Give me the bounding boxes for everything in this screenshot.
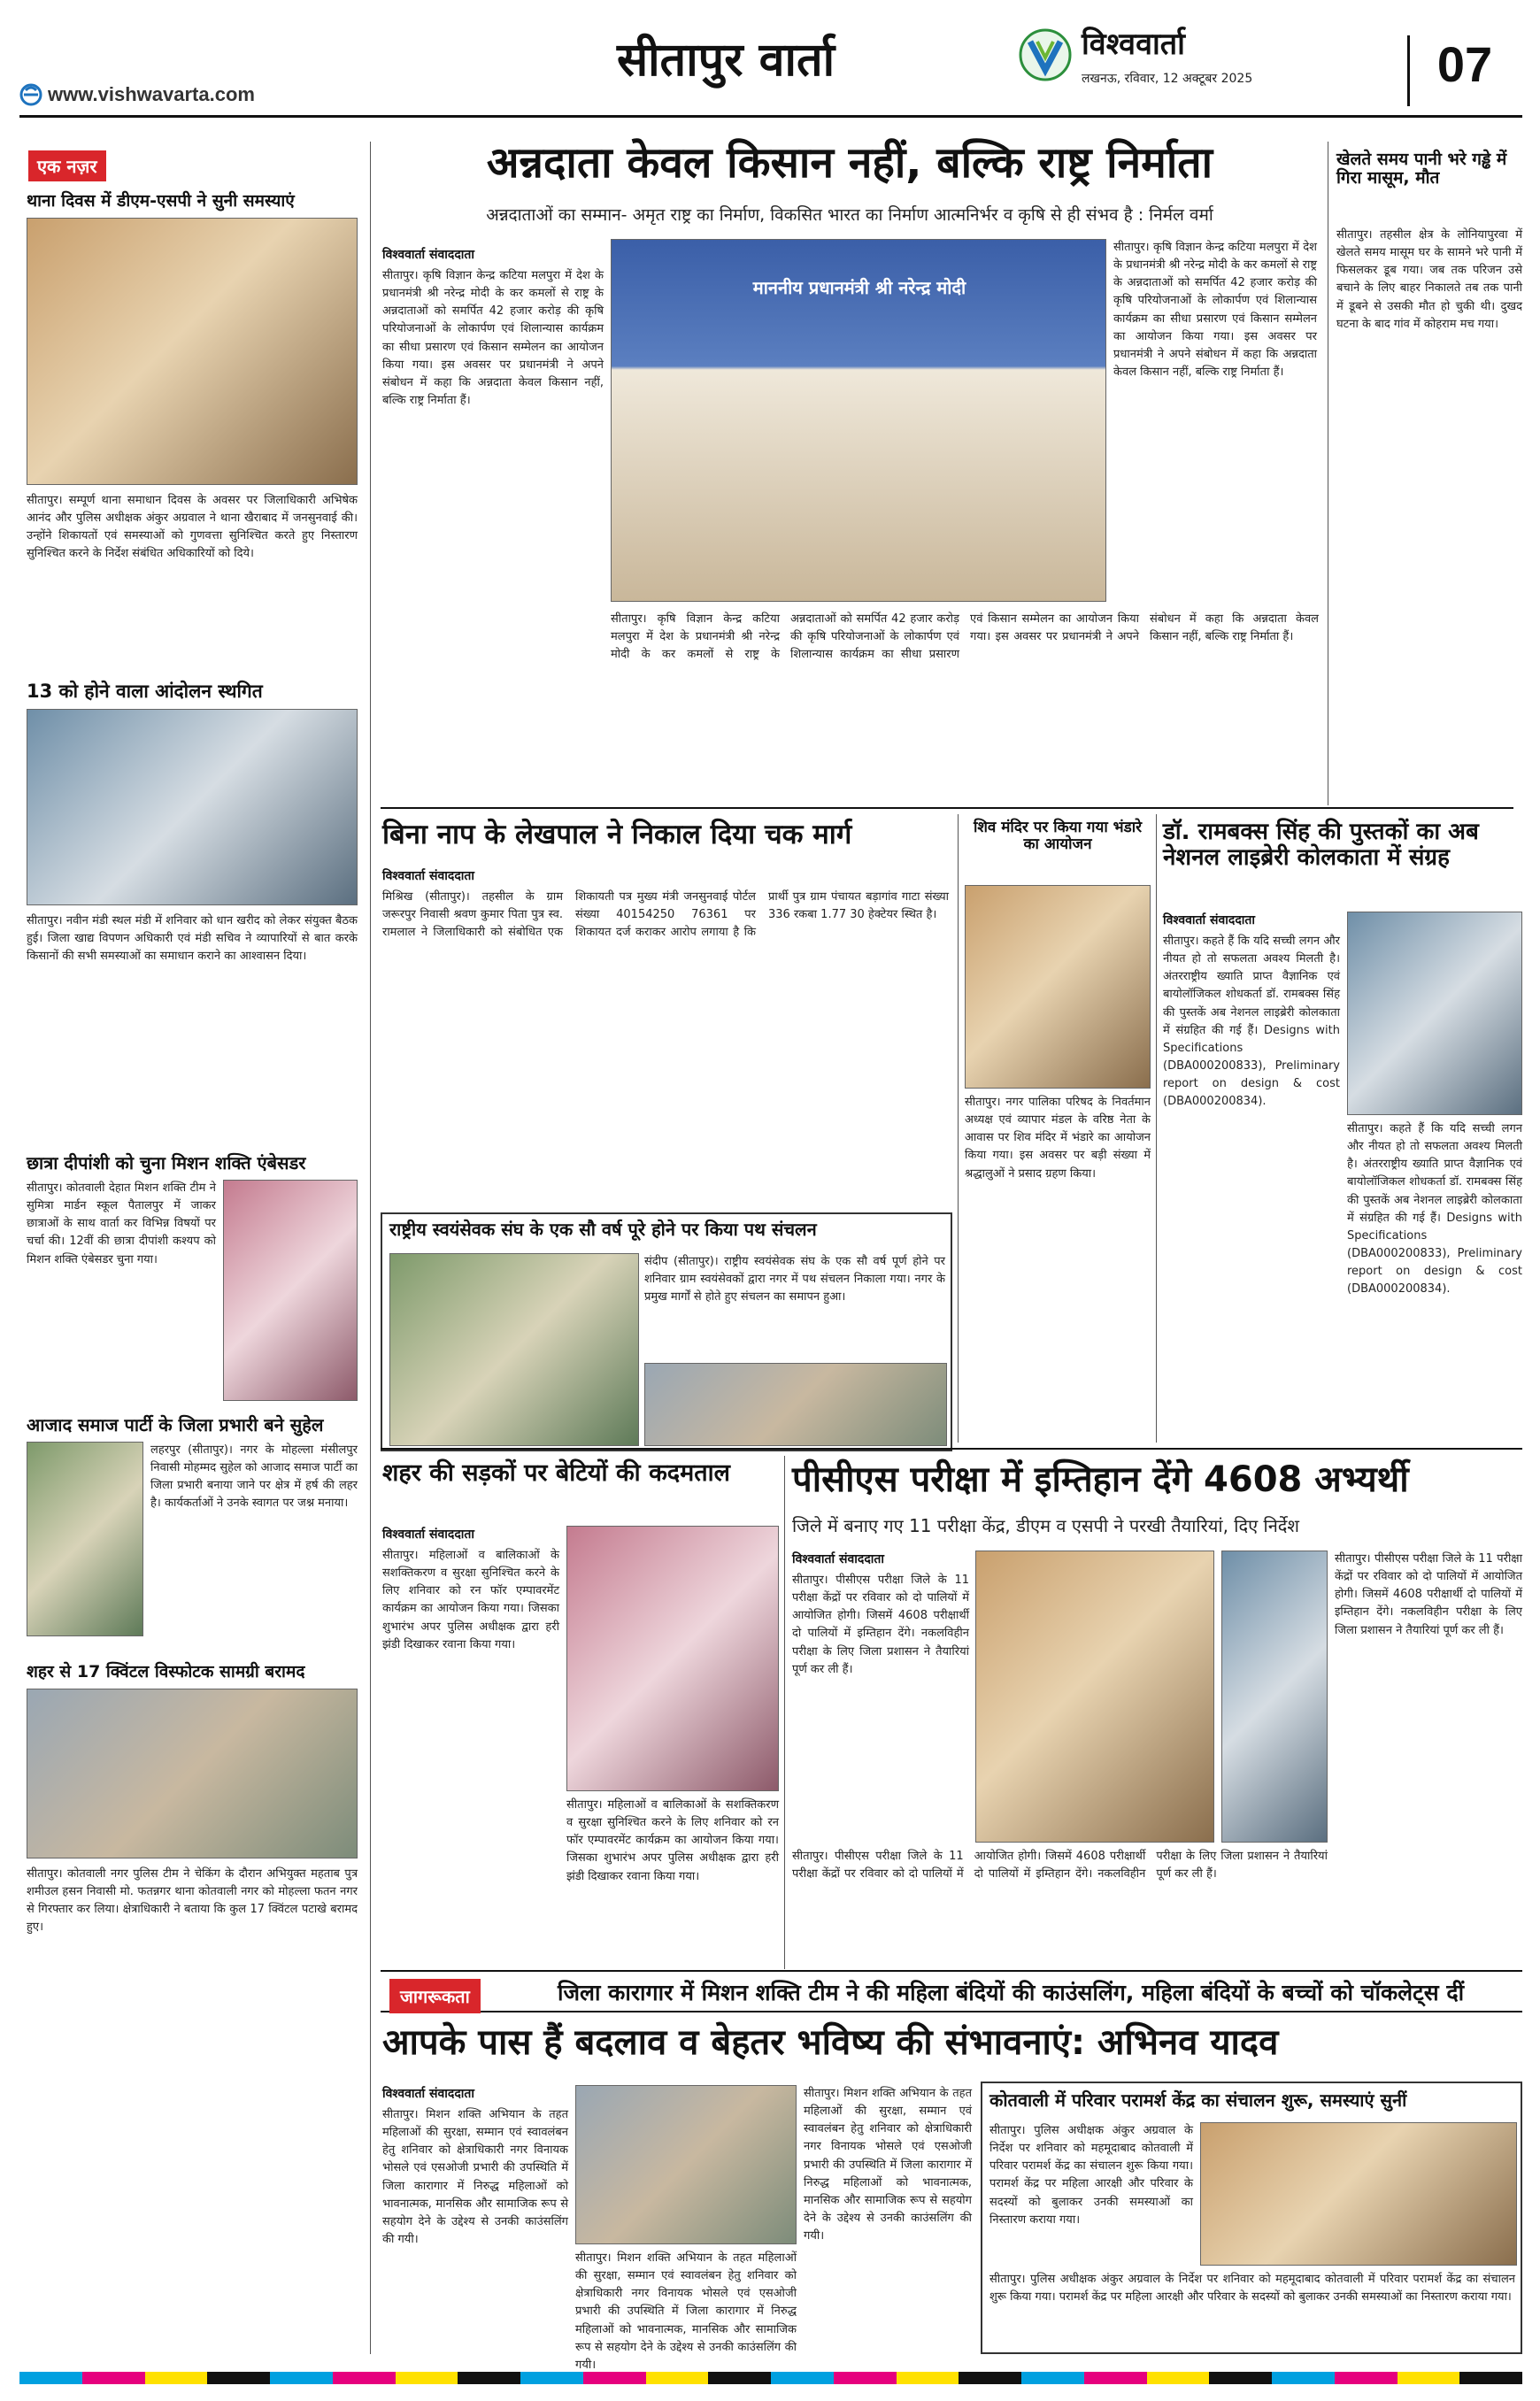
- pcs-body-col4: [1335, 1551, 1522, 1958]
- jail-body-col2: [575, 2250, 797, 2372]
- side-story-body: सीतापुर। तहसील क्षेत्र के लोनियापुरवा में खेलते समय मासूम घर के सामने भरे पानी में फिसलकर डूब गया। जब तक परिजन उसे बचाने के लिए बाहर निकालते तब तक पानी में डूबने से उसकी मौत हो चुकी थी। दुखद घटना के बाद गांव में कोहराम मच गया।: [1336, 228, 1522, 331]
- family-body-continued: सीतापुर। पुलिस अधीक्षक अंकुर अग्रवाल के निर्देश पर शनिवार को महमूदाबाद कोतवाली में परिवार परामर्श केंद्र का संचालन शुरू किया गया। परामर्श केंद्र पर महिला आरक्षी और परिवार के सदस्यों को बुलाकर उनकी समस्याओं का निस्तारण कराया गया।: [989, 2273, 1515, 2305]
- registration-swatch: [771, 2372, 834, 2384]
- library-headline: डॉ. रामबक्स सिंह की पुस्तकों का अब नेशनल लाइब्रेरी कोलकाता में संग्रह: [1163, 819, 1479, 871]
- story5-photo: [27, 1689, 358, 1858]
- registration-swatch: [145, 2372, 208, 2384]
- registration-swatch: [708, 2372, 771, 2384]
- story3-headline: छात्रा दीपांशी को चुना मिशन शक्ति एंबेसडर: [27, 1151, 306, 1174]
- brand-block: [1018, 22, 1390, 102]
- registration-swatch: [897, 2372, 959, 2384]
- daughters-byline: विश्ववार्ता संवाददाता: [382, 1528, 475, 1542]
- registration-swatch: [270, 2372, 333, 2384]
- daughters-body-bottom: [566, 1797, 779, 1965]
- temple-divider: [958, 814, 959, 1443]
- side-story-headline: खेलते समय पानी भरे गड्ढे में गिरा मासूम, मौत: [1336, 150, 1507, 188]
- jail-body-continued-2: सीतापुर। मिशन शक्ति अभियान के तहत महिलाओं की सुरक्षा, सम्मान एवं स्वावलंबन हेतु शनिवार को क्षेत्राधिकारी नगर विनायक भोसले एवं एसओजी प्रभारी की उपस्थिति में जिला कारागार में निरुद्ध महिलाओं को भावनात्मक, मानसिक और सामाजिक रूप से सहयोग देने के उद्देश्य से उनकी काउंसलिंग की गयी।: [804, 2087, 972, 2243]
- story4-body: लहरपुर (सीतापुर)। नगर के मोहल्ला मंसीलपुर निवासी मोहम्मद सुहेल को आजाद समाज पार्टी का जिला प्रभारी बनाया जाने पर क्षेत्र में हर्ष की लहर है। कार्यकर्ताओं ने उनके स्वागत पर जश्न मनाया।: [150, 1443, 358, 1511]
- e-globe-icon: [19, 83, 42, 106]
- library-byline: विश्ववार्ता संवाददाता: [1163, 913, 1256, 927]
- lead-photo-banner: माननीय प्रधानमंत्री श्री नरेन्द्र मोदी: [752, 277, 966, 298]
- story1-photo: [27, 218, 358, 485]
- family-body-bottom: [989, 2271, 1515, 2349]
- pcs-byline: विश्ववार्ता संवाददाता: [792, 1552, 885, 1566]
- registration-swatch: [1209, 2372, 1272, 2384]
- pcs-body-bottom: [792, 1848, 1328, 1963]
- left-column-divider: [370, 142, 371, 2354]
- lead-bottom-rule: [381, 807, 1513, 809]
- story2-headline: 13 को होने वाला आंदोलन स्थगित: [27, 680, 263, 702]
- section-title: सीतापुर वार्ता: [616, 34, 835, 87]
- vishwavarta-v-logo: [1018, 27, 1073, 82]
- jail-headline: आपके पास हैं बदलाव व बेहतर भविष्य की संभावनाएं: अभिनव यादव: [382, 2022, 1279, 2063]
- jail-body-col1: सीतापुर। मिशन शक्ति अभियान के तहत महिलाओं की सुरक्षा, सम्मान एवं स्वावलंबन हेतु शनिवार को क्षेत्राधिकारी नगर विनायक भोसले एवं एसओजी प्रभारी की उपस्थिति में जिला कारागार में निरुद्ध महिलाओं को भावनात्मक, मानसिक और सामाजिक रूप से सहयोग देने के उद्देश्य से उनकी काउंसलिंग की गयी।: [382, 2108, 568, 2246]
- story1-headline: थाना दिवस में डीएम-एसपी ने सुनी समस्याएं: [27, 191, 295, 211]
- header-rule: [19, 115, 1522, 118]
- rss-box: [381, 1212, 952, 1451]
- rss-headline: राष्ट्रीय स्वयंसेवक संघ के एक सौ वर्ष पूरे होने पर किया पथ संचलन: [389, 1219, 817, 1240]
- brand-name: विश्ववार्ता: [1082, 27, 1185, 62]
- chak-byline: विश्ववार्ता संवाददाता: [382, 869, 475, 883]
- page-number: 07: [1436, 36, 1493, 92]
- registration-swatch: [646, 2372, 709, 2384]
- jagrukta-tag: जागरूकता: [389, 1979, 481, 2013]
- library-divider: [1156, 814, 1157, 1443]
- registration-swatch: [1147, 2372, 1210, 2384]
- registration-swatch: [834, 2372, 897, 2384]
- daughters-photo: [566, 1526, 779, 1791]
- registration-bar: [19, 2372, 1522, 2384]
- pcs-subheadline: जिले में बनाए गए 11 परीक्षा केंद्र, डीएम व एसपी ने परखी तैयारियां, दिए निर्देश: [792, 1515, 1300, 1536]
- family-photo: [1200, 2122, 1517, 2266]
- chak-headline: बिना नाप के लेखपाल ने निकाल दिया चक मार्ग: [382, 819, 852, 850]
- rss-body: संदीप (सीतापुर)। राष्ट्रीय स्वयंसेवक संघ के एक सौ वर्ष पूर्ण होने पर शनिवार ग्राम स्वयंसेवकों द्वारा नगर में पथ संचलन निकाला गया। नगर के प्रमुख मार्गों से होते हुए संचलन का समापन हुआ।: [644, 1255, 945, 1304]
- lead-subheadline: अन्नदाताओं का सम्मान- अमृत राष्ट्र का निर्माण, विकसित भारत का निर्माण आत्मनिर्भर व कृषि से ही संभव है : निर्मल वर्मा: [486, 205, 1213, 225]
- rss-photo-1: [389, 1253, 639, 1446]
- library-body-col2: [1347, 1120, 1522, 1439]
- lead-body-col1: सीतापुर। कृषि विज्ञान केन्द्र कटिया मलपुरा में देश के प्रधानमंत्री श्री नरेन्द्र मोदी के कर कमलों से राष्ट्र के अन्नदाताओं को समर्पित 42 हजार करोड़ की कृषि परियोजनाओं के लोकार्पण एवं शिलान्यास कार्यक्रम का सीधा प्रसारण एवं किसान सम्मेलन का आयोजन किया गया। इस अवसर पर प्रधानमंत्री ने अपने संबोधन में कहा कि अन्नदाता केवल किसान नहीं, बल्कि राष्ट्र निर्माता हैं।: [382, 269, 604, 407]
- story5-headline: शहर से 17 क्विंटल विस्फोटक सामग्री बरामद: [27, 1661, 305, 1681]
- pcs-body-bottom-text: सीतापुर। पीसीएस परीक्षा जिले के 11 परीक्षा केंद्रों पर रविवार को दो पालियों में आयोजित होगी। जिसमें 4608 परीक्षार्थी दो पालियों में इम्तिहान देंगे। नकलविहीन परीक्षा के लिए जिला प्रशासन ने तैयारियां पूर्ण कर ली हैं।: [792, 1850, 1328, 1882]
- jail-photo: [575, 2085, 797, 2244]
- lead-body-continued: सीतापुर। कृषि विज्ञान केन्द्र कटिया मलपुरा में देश के प्रधानमंत्री श्री नरेन्द्र मोदी के कर कमलों से राष्ट्र के अन्नदाताओं को समर्पित 42 हजार करोड़ की कृषि परियोजनाओं के लोकार्पण एवं शिलान्यास कार्यक्रम का सीधा प्रसारण एवं किसान सम्मेलन का आयोजन किया गया। इस अवसर पर प्रधानमंत्री ने अपने संबोधन में कहा कि अन्नदाता केवल किसान नहीं, बल्कि राष्ट्र निर्माता हैं।: [1113, 241, 1317, 379]
- site-url-block: [19, 81, 338, 110]
- middle-bottom-rule: [381, 1448, 1522, 1450]
- registration-swatch: [1272, 2372, 1335, 2384]
- story3-body: सीतापुर। कोतवाली देहात मिशन शक्ति टीम ने सुमित्रा मार्डन स्कूल पैतालपुर में जाकर छात्राओं के साथ वार्ता कर विभिन्न विषयों पर चर्चा की। 12वीं की छात्रा दीपांशी कश्यप को मिशन शक्ति एंबेसडर चुना गया।: [27, 1181, 216, 1266]
- lead-body-bottom: [611, 611, 1319, 805]
- registration-swatch: [207, 2372, 270, 2384]
- registration-swatch: [396, 2372, 458, 2384]
- registration-swatch: [1459, 2372, 1522, 2384]
- story5-body: सीतापुर। कोतवाली नगर पुलिस टीम ने चेकिंग के दौरान अभियुक्त महताब पुत्र शमीउल हसन निवासी मो. फतन्नगर थाना कोतवाली नगर को मोहल्ला फतन नगर से गिरफ्तार कर लिया। क्षेत्राधिकारी ने बताया कि कुल 17 क्विंटल पटाखे बरामद हुए।: [27, 1866, 358, 1935]
- pcs-photo-2: [1221, 1551, 1328, 1843]
- temple-body: सीतापुर। नगर पालिका परिषद के निवर्तमान अध्यक्ष एवं व्यापार मंडल के वरिष्ठ नेता के आवास पर शिव मंदिर में भंडारे का आयोजन किया गया। इस अवसर पर बड़ी संख्या में श्रद्धालुओं ने प्रसाद ग्रहण किया।: [965, 1096, 1151, 1181]
- daughters-headline: शहर की सड़कों पर बेटियों की कदमताल: [382, 1459, 730, 1487]
- lead-byline: विश्ववार्ता संवाददाता: [382, 248, 475, 262]
- library-photo: [1347, 912, 1522, 1115]
- family-headline: कोतवाली में परिवार परामर्श केंद्र का संचालन शुरू, समस्याएं सुनीं: [989, 2089, 1407, 2111]
- registration-swatch: [1335, 2372, 1398, 2384]
- jail-strip-text: जिला कारागार में मिशन शक्ति टीम ने की महिला बंदियों की काउंसलिंग, महिला बंदियों के बच्चों को चॉकलेट्स दीं: [558, 1980, 1465, 2005]
- temple-headline: शिव मंदिर पर किया गया भंडारे का आयोजन: [973, 819, 1143, 853]
- jail-body-col3: [804, 2085, 972, 2354]
- registration-swatch: [1398, 2372, 1460, 2384]
- site-url[interactable]: www.vishwavarta.com: [48, 83, 255, 105]
- family-body: सीतापुर। पुलिस अधीक्षक अंकुर अग्रवाल के निर्देश पर शनिवार को महमूदाबाद कोतवाली में परिवार परामर्श केंद्र का संचालन शुरू किया गया। परामर्श केंद्र पर महिला आरक्षी और परिवार के सदस्यों को बुलाकर उनकी समस्याओं का निस्तारण कराया गया।: [989, 2124, 1193, 2227]
- registration-swatch: [82, 2372, 145, 2384]
- jail-strip: [381, 1970, 1522, 2012]
- page-number-divider: [1407, 35, 1410, 106]
- story2-photo: [27, 709, 358, 905]
- registration-swatch: [583, 2372, 646, 2384]
- chak-body: [382, 889, 949, 1207]
- library-body-continued: सीतापुर। कहते हैं कि यदि सच्ची लगन और नीयत हो तो सफलता अवश्य मिलती है। अंतरराष्ट्रीय ख्याति प्राप्त वैज्ञानिक एवं बायोलॉजिकल शोधकर्ता डॉ. रामबक्स सिंह की पुस्तकें अब नेशनल लाइब्रेरी कोलकाता में संग्रहित की गई हैं। Designs with Specifications (DBA000200833), Preliminary report on design & cost (DBA000200834).: [1347, 1122, 1522, 1297]
- jail-body-continued: सीतापुर। मिशन शक्ति अभियान के तहत महिलाओं की सुरक्षा, सम्मान एवं स्वावलंबन हेतु शनिवार को क्षेत्राधिकारी नगर विनायक भोसले एवं एसओजी प्रभारी की उपस्थिति में जिला कारागार में निरुद्ध महिलाओं को भावनात्मक, मानसिक और सामाजिक रूप से सहयोग देने के उद्देश्य से उनकी काउंसलिंग की गयी।: [575, 2251, 797, 2372]
- dateline: लखनऊ, रविवार, 12 अक्टूबर 2025: [1082, 72, 1253, 86]
- lead-headline: अन्नदाता केवल किसान नहीं, बल्कि राष्ट्र निर्माता: [486, 138, 1213, 188]
- daughters-body-continued: सीतापुर। महिलाओं व बालिकाओं के सशक्तिकरण व सुरक्षा सुनिश्चित करने के लिए शनिवार को रन फॉर एम्पावरमेंट कार्यक्रम का आयोजन किया गया। जिसका शुभारंभ अपर पुलिस अधीक्षक द्वारा हरी झंडी दिखाकर रवाना किया गया।: [566, 1798, 779, 1883]
- lead-body-col2: [1113, 239, 1317, 611]
- registration-swatch: [1021, 2372, 1084, 2384]
- pcs-divider: [784, 1456, 785, 1969]
- story4-portrait: [27, 1442, 143, 1636]
- registration-swatch: [959, 2372, 1021, 2384]
- pcs-body-col1: सीतापुर। पीसीएस परीक्षा जिले के 11 परीक्षा केंद्रों पर रविवार को दो पालियों में आयोजित होगी। जिसमें 4608 परीक्षार्थी दो पालियों में इम्तिहान देंगे। नकलविहीन परीक्षा के लिए जिला प्रशासन ने तैयारियां पूर्ण कर ली हैं।: [792, 1574, 969, 1676]
- lead-body-bottom-text: सीतापुर। कृषि विज्ञान केन्द्र कटिया मलपुरा में देश के प्रधानमंत्री श्री नरेन्द्र मोदी के कर कमलों से राष्ट्र के अन्नदाताओं को समर्पित 42 हजार करोड़ की कृषि परियोजनाओं के लोकार्पण एवं शिलान्यास कार्यक्रम का सीधा प्रसारण एवं किसान सम्मेलन का आयोजन किया गया। इस अवसर पर प्रधानमंत्री ने अपने संबोधन में कहा कि अन्नदाता केवल किसान नहीं, बल्कि राष्ट्र निर्माता हैं।: [611, 612, 1319, 662]
- ek-nazar-tag: एक नज़र: [28, 150, 106, 181]
- left-column: [19, 150, 365, 2359]
- story2-body: सीतापुर। नवीन मंडी स्थल मंडी में शनिवार को धान खरीद को लेकर संयुक्त बैठक हुई। जिला खाद्य विपणन अधिकारी एवं मंडी सचिव ने व्यापारियों से बात करके किसानों की सभी समस्याओं का समाधान कराने का आश्वासन दिया।: [27, 913, 358, 964]
- registration-swatch: [520, 2372, 583, 2384]
- registration-swatch: [333, 2372, 396, 2384]
- story3-photo: [223, 1180, 358, 1401]
- registration-swatch: [19, 2372, 82, 2384]
- pcs-body-continued: सीतापुर। पीसीएस परीक्षा जिले के 11 परीक्षा केंद्रों पर रविवार को दो पालियों में आयोजित होगी। जिसमें 4608 परीक्षार्थी दो पालियों में इम्तिहान देंगे। नकलविहीन परीक्षा के लिए जिला प्रशासन ने तैयारियां पूर्ण कर ली हैं।: [1335, 1552, 1522, 1637]
- chak-body-text: मिश्रिख (सीतापुर)। तहसील के ग्राम जरूरपुर निवासी श्रवण कुमार पिता पुत्र स्व. रामलाल ने जिलाधिकारी को संबोधित एक शिकायती पत्र मुख्य मंत्री जनसुनवाई पोर्टल संख्या 40154250 76361 पर शिकायत दर्ज कराकर आरोप लगाया है कि प्रार्थी पुत्र ग्राम पंचायत बड़ागांव गाटा संख्या 336 रकबा 1.77 30 हेक्टेयर स्थित है।: [382, 890, 949, 940]
- family-box: [981, 2082, 1522, 2354]
- story1-body: सीतापुर। सम्पूर्ण थाना समाधान दिवस के अवसर पर जिलाधिकारी अभिषेक आनंद और पुलिस अधीक्षक अंकुर अग्रवाल ने थाना खैराबाद में जनसुनवाई की। उन्होंने शिकायतों एवं समस्याओं को गुणवत्ता सुनिश्चित करते हुए निस्तारण सुनिश्चित करने के निर्देश संबंधित अधिकारियों को दिये।: [27, 493, 358, 561]
- daughters-body: सीतापुर। महिलाओं व बालिकाओं के सशक्तिकरण व सुरक्षा सुनिश्चित करने के लिए शनिवार को रन फॉर एम्पावरमेंट कार्यक्रम का आयोजन किया गया। जिसका शुभारंभ अपर पुलिस अधीक्षक द्वारा हरी झंडी दिखाकर रवाना किया गया।: [382, 1549, 559, 1651]
- pcs-headline: पीसीएस परीक्षा में इम्तिहान देंगे 4608 अभ्यर्थी: [792, 1459, 1409, 1500]
- rss-photo-2: [644, 1363, 947, 1446]
- jail-byline: विश्ववार्ता संवाददाता: [382, 2087, 475, 2101]
- library-body-col1: सीतापुर। कहते हैं कि यदि सच्ची लगन और नीयत हो तो सफलता अवश्य मिलती है। अंतरराष्ट्रीय ख्याति प्राप्त वैज्ञानिक एवं बायोलॉजिकल शोधकर्ता डॉ. रामबक्स सिंह की पुस्तकें अब नेशनल लाइब्रेरी कोलकाता में संग्रहित की गई हैं। Designs with Specifications (DBA000200833), Preliminary report on design & cost (DBA000200834).: [1163, 935, 1340, 1109]
- story4-headline: आजाद समाज पार्टी के जिला प्रभारी बने सुहेल: [27, 1413, 324, 1435]
- registration-swatch: [458, 2372, 520, 2384]
- registration-swatch: [1084, 2372, 1147, 2384]
- lead-photo: [611, 239, 1106, 602]
- temple-photo: [965, 885, 1151, 1089]
- pcs-photo-1: [975, 1551, 1214, 1843]
